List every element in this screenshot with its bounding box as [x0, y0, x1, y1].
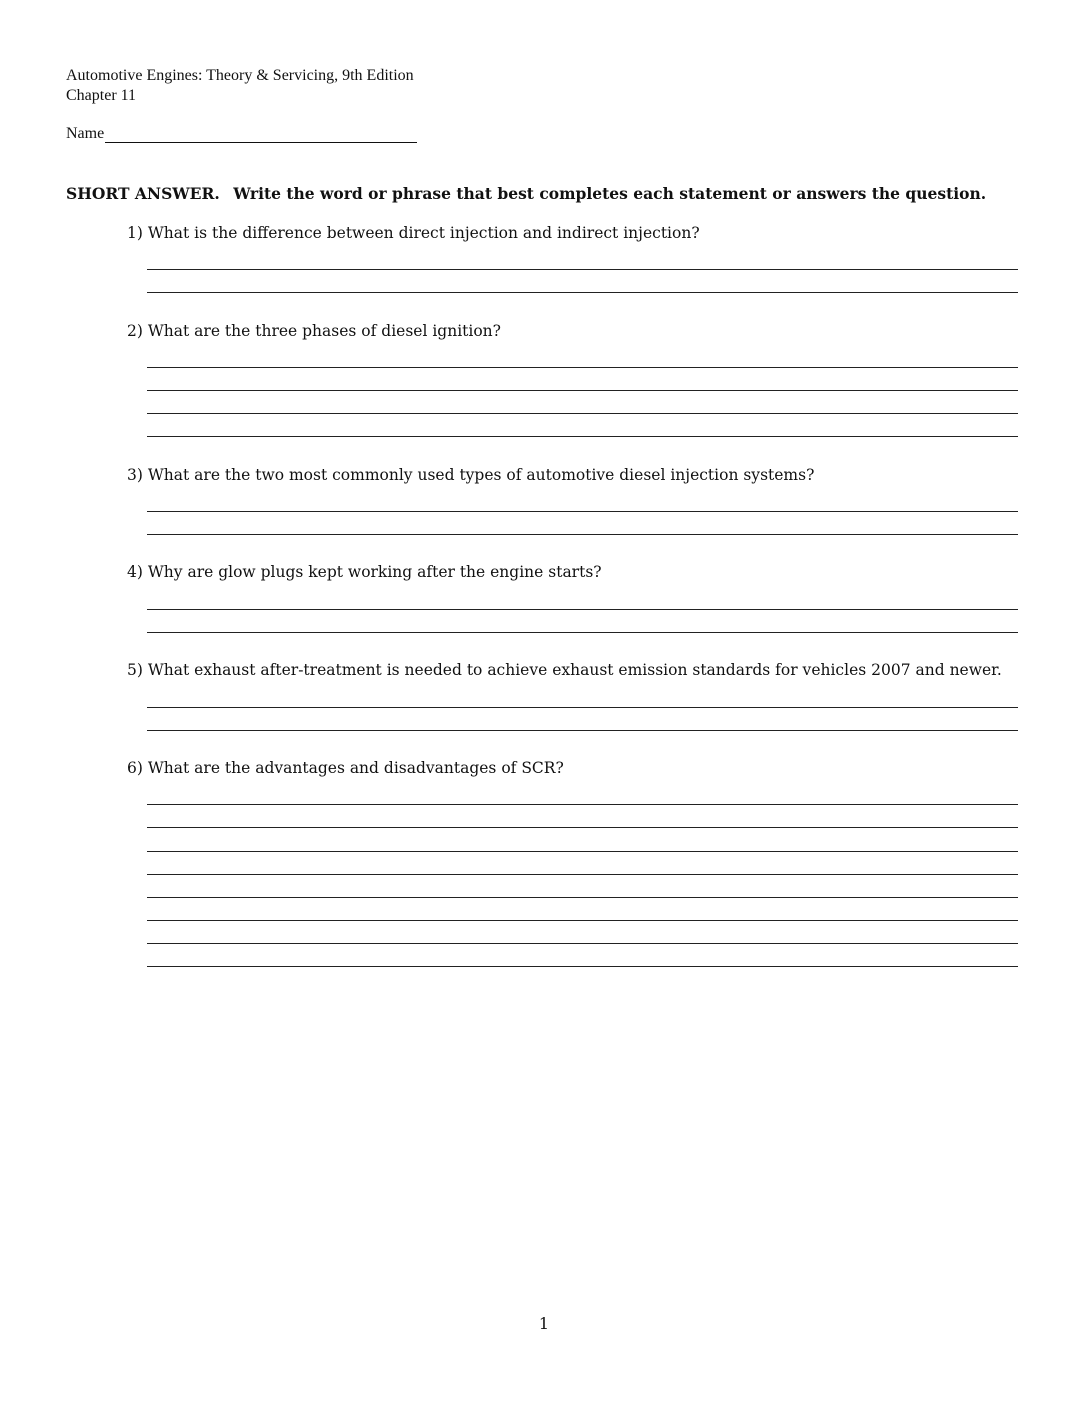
question-text: What exhaust after-treatment is needed to achieve exhaust emission standards for vehicles 2007 and newer. [147, 661, 1002, 679]
answer-line[interactable] [147, 897, 1018, 898]
question-4 [127, 563, 602, 581]
question-2 [127, 322, 501, 340]
question-number: 5) [127, 661, 143, 679]
question-text: What is the difference between direct injection and indirect injection? [147, 224, 700, 242]
answer-line[interactable] [147, 804, 1018, 805]
answer-line[interactable] [147, 707, 1018, 708]
question-1 [127, 224, 700, 242]
answer-line[interactable] [147, 874, 1018, 875]
chapter-label: Chapter 11 [66, 87, 137, 104]
page-number: 1 [538, 1314, 550, 1333]
answer-line[interactable] [147, 511, 1018, 512]
question-number: 6) [127, 759, 143, 777]
answer-line[interactable] [147, 609, 1018, 610]
answer-line[interactable] [147, 851, 1018, 852]
answer-line[interactable] [147, 390, 1018, 391]
question-text: What are the three phases of diesel ignition? [147, 322, 501, 340]
book-title: Automotive Engines: Theory & Servicing, 9th Edition [66, 67, 414, 84]
question-6 [127, 759, 564, 777]
question-number: 4) [127, 563, 143, 581]
question-3 [127, 466, 814, 484]
answer-line[interactable] [147, 632, 1018, 633]
question-text: What are the advantages and disadvantages of SCR? [147, 759, 564, 777]
answer-line[interactable] [147, 943, 1018, 944]
name-blank-line[interactable] [105, 124, 417, 143]
instructions-lead: SHORT ANSWER. [66, 184, 220, 203]
question-number: 1) [127, 224, 143, 242]
answer-line[interactable] [147, 367, 1018, 368]
instructions [66, 184, 986, 203]
question-number: 3) [127, 466, 143, 484]
question-text: What are the two most commonly used types of automotive diesel injection systems? [147, 466, 815, 484]
name-field [66, 124, 417, 143]
question-text: Why are glow plugs kept working after the engine starts? [147, 563, 602, 581]
instructions-text: Write the word or phrase that best completes each statement or answers the question. [233, 184, 987, 203]
name-label: Name [66, 125, 105, 142]
answer-line[interactable] [147, 920, 1018, 921]
answer-line[interactable] [147, 966, 1018, 967]
answer-line[interactable] [147, 436, 1018, 437]
answer-line[interactable] [147, 269, 1018, 270]
question-5 [127, 661, 1002, 679]
answer-line[interactable] [147, 534, 1018, 535]
answer-line[interactable] [147, 292, 1018, 293]
question-number: 2) [127, 322, 143, 340]
document-header [66, 66, 414, 106]
answer-line[interactable] [147, 413, 1018, 414]
answer-line[interactable] [147, 827, 1018, 828]
answer-line[interactable] [147, 730, 1018, 731]
